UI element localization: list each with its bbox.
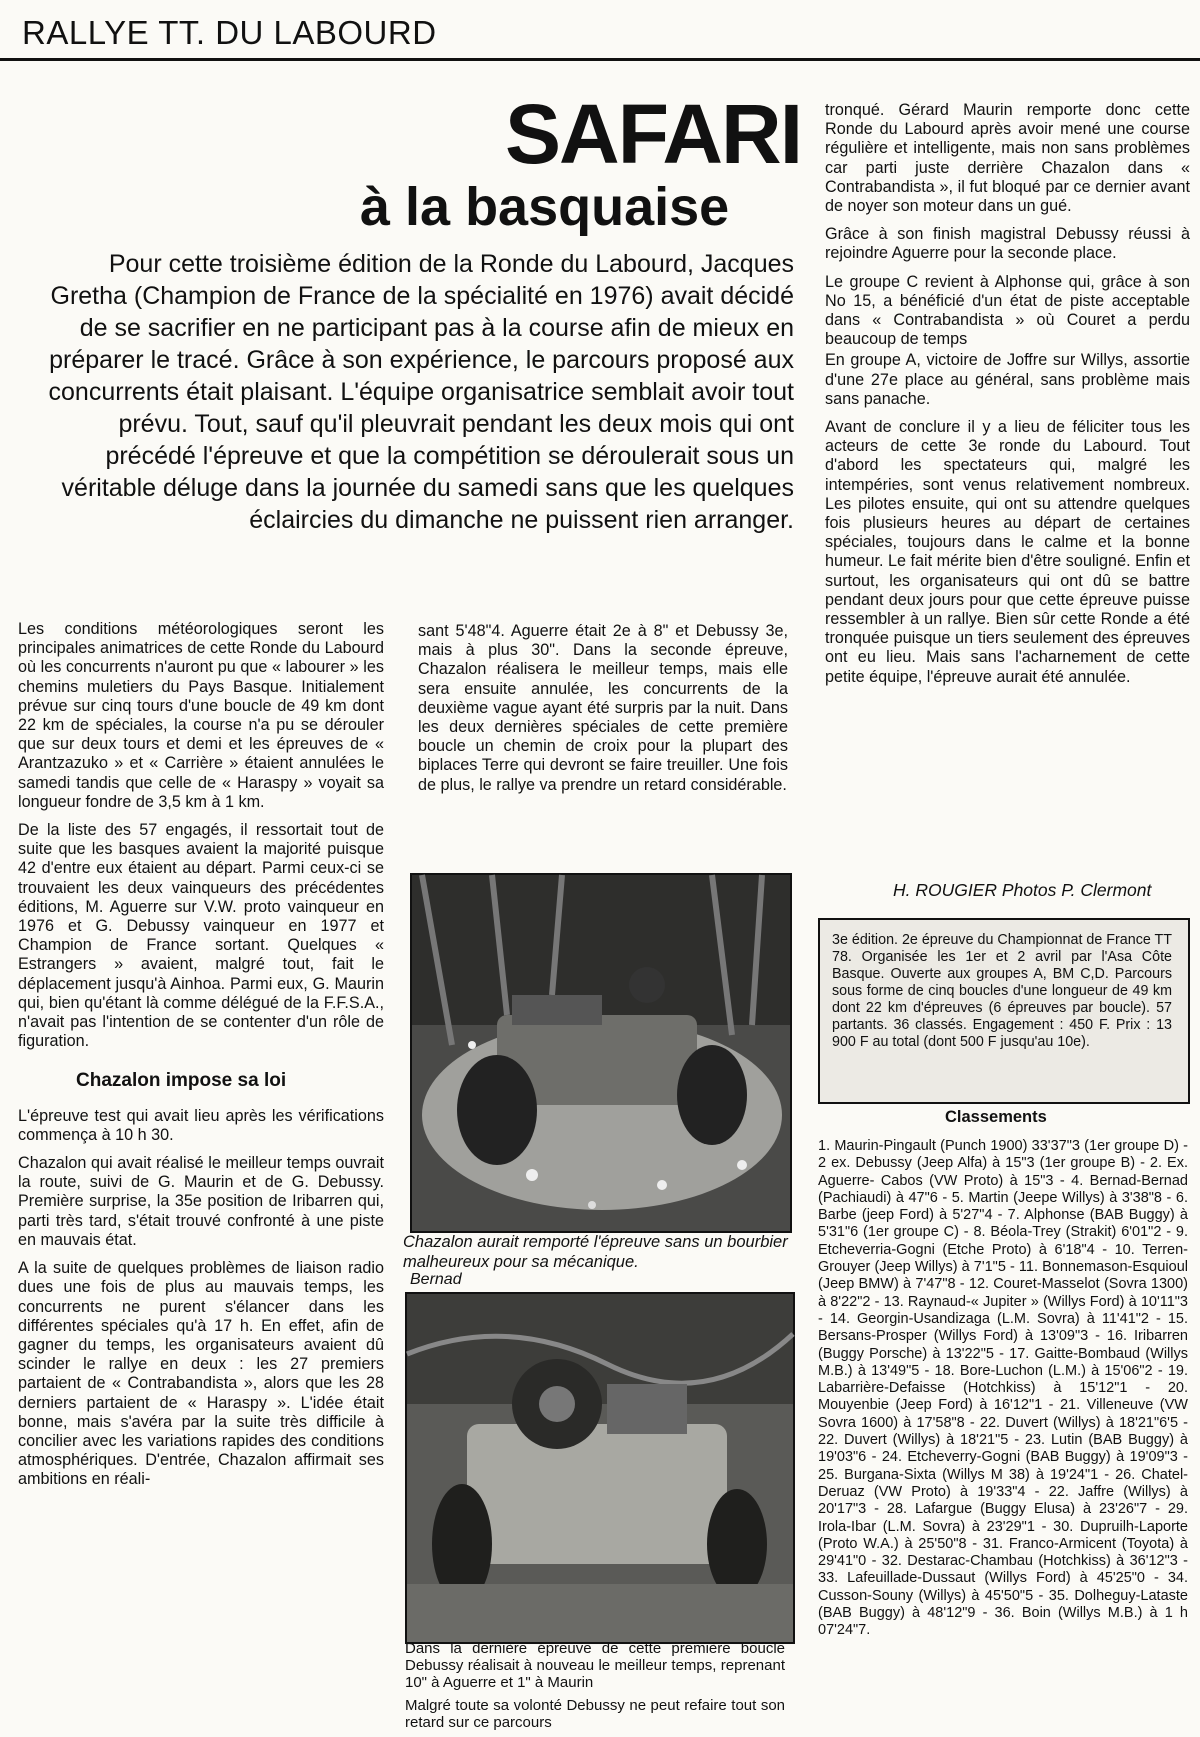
photo-buggy-mud — [405, 1292, 795, 1644]
photo-buggy-splash — [410, 873, 792, 1233]
paragraph: Grâce à son finish magistral Debussy réussi à rejoindre Aguerre pour la seconde place. — [825, 225, 1190, 263]
intro-text: Pour cette troisième édition de la Ronde du Labourd, Jacques Gretha (Champion de France de la spécialité en 1976) avait décidé de se sacrifier en ne participant pas à la course afin de mieux en préparer le tracé. Grâce à son expérience, le parcours proposé aux concurrents était plaisant. L'équipe organisatrice semblait avoir tout prévu. Tout, sauf qu'il pleuvrait pendant les deux mois qui ont précédé l'épreuve et que la compétition se déroulerait sous un véritable déluge dans la journée du samedi sans que les quelques éclaircies du dimanche ne puissent rien arranger. — [48, 250, 794, 534]
header-rule — [0, 58, 1200, 61]
photo-illustration — [412, 875, 790, 1231]
paragraph: Les conditions météorologiques seront les principales animatrices de cette Ronde du Labourd où les concurrents n'auront pu que « labourer » les chemins muletiers du Pays Basque. Initialement prévue sur cinq tours d'une boucle de 49 km dont 22 km de spéciales, la course n'a pu se dérouler que sur deux tours et demi et les épreuves de « Arantzazuko » et « Carrière » étaient annulées le samedi tandis que celle de « Haraspy » voyait sa longueur fondre de 3,5 km à 1 km. — [18, 620, 384, 811]
paragraph: sant 5'48"4. Aguerre était 2e à 8" et Debussy 3e, mais à plus 30". Dans la seconde épreuve, Chazalon réalisera le meilleur temps, mais elle sera ensuite annulée, les concurrents de la deuxième vague ayant été surpris par la nuit. Dans les deux dernières spéciales de cette première boucle un chemin de croix pour la plupart des biplaces Terre qui devront se faire treuiller. Une fois de plus, le rallye va prendre un retard considérable. — [418, 622, 788, 794]
paragraph: A la suite de quelques problèmes de liaison radio dues une fois de plus au mauvais temps, les concurrents ne purent s'élancer dans les différentes spéciales qu'à 17 h. En effet, afin de gagner du temps, les organisateurs avaient dû scinder le rallye en deux : les 27 premiers partaient de « Contrabandista », alors que les 28 derniers partaient de « Haraspy ». L'idée était bonne, mais s'avéra par la suite très difficile à concilier avec les variations rapides des conditions atmosphériques. D'entrée, Chazalon affirmait ses ambitions en réali- — [18, 1259, 384, 1489]
paragraph: Dans la dernière épreuve de cette première boucle Debussy réalisait à nouveau le meilleur temps, reprenant 10" à Aguerre et 1" à Maurin — [405, 1640, 785, 1691]
section-title: RALLYE TT. DU LABOURD — [22, 14, 437, 51]
photo-credit: Bernad — [410, 1271, 462, 1288]
paragraph: Avant de conclure il y a lieu de féliciter tous les acteurs de cette 3e ronde du Labourd. Tout d'abord les spectateurs qui, malgré les intempéries, sont venus relativement nombreux. Les pilotes ensuite, qui ont su attendre quelques fois plusieurs heures au départ de certaines spéciales, toujours dans le calme et la bonne humeur. Le fait mérite bien d'être souligné. Enfin et surtout, les organisateurs qui ont dû se battre pendant deux jours pour que cette épreuve puisse ressembler à un rallye. Bien sûr cette Ronde a été tronquée puisque un tiers seulement des épreuves ont eu lieu. Mais sans l'acharnement de cette petite équipe, l'épreuve aurait été annulée. — [825, 418, 1190, 686]
subheading: Chazalon impose sa loi — [76, 1070, 287, 1092]
article-column-2-bottom — [405, 1640, 785, 1731]
page-header — [0, 0, 1200, 64]
info-box — [818, 918, 1190, 1104]
paragraph: De la liste des 57 engagés, il ressortait tout de suite que les basques avaient la majorité puisque 42 d'entre eux étaient au départ. Parmi ceux-ci se trouvaient les deux vainqueurs des précédentes éditions, M. Aguerre sur V.W. proto vainqueur en 1976 et G. Debussy vainqueur en 1977 et Champion de France sortant. Quelques « Estrangers » avaient, malgré tout, fait le déplacement jusqu'à Ainhoa. Parmi eux, G. Maurin qui, bien qu'étant là comme délégué de la F.F.S.A., n'avait pas l'intention de se contenter d'un rôle de figuration. — [18, 821, 384, 1051]
photo-caption: Chazalon aurait remporté l'épreuve sans un bourbier malheureux pour sa mécanique. — [403, 1233, 788, 1271]
paragraph: tronqué. Gérard Maurin remporte donc cette Ronde du Labourd après avoir mené une course régulière et intelligente, mais non sans problèmes car parti juste derrière Chazalon dans « Contrabandista », il fut bloqué par ce dernier avant de noyer son moteur dans un gué. — [825, 101, 1190, 216]
info-box-text: 3e édition. 2e épreuve du Championnat de France TT 78. Organisée les 1er et 2 avril par l'Asa Côte Basque. Ouverte aux groupes A, BM C,D. Parcours sous forme de cinq boucles d'une longueur de 49 km dont 22 km d'épreuves (6 épreuves par boucle). 57 partants. 36 classés. Engagement : 450 F. Prix : 13 900 F au total (dont 500 F jusqu'au 10e). — [832, 932, 1172, 1050]
paragraph: Chazalon qui avait réalisé le meilleur temps ouvrait la route, suivi de G. Maurin et de G. Debussy. Première surprise, la 35e position de Iribarren qui, parti très tard, s'était trouvé confronté à une piste en mauvais état. — [18, 1154, 384, 1249]
paragraph: Malgré toute sa volonté Debussy ne peut refaire tout son retard sur ce parcours — [405, 1697, 785, 1731]
intro-paragraph — [30, 248, 794, 536]
paragraph: En groupe A, victoire de Joffre sur Willys, assortie d'une 27e place au général, sans problème mais sans panache. — [825, 351, 1190, 408]
byline: H. ROUGIER Photos P. Clermont — [893, 880, 1152, 900]
photo-illustration — [407, 1294, 793, 1642]
paragraph: L'épreuve test qui avait lieu après les vérifications commença à 10 h 30. — [18, 1106, 384, 1144]
paragraph: Le groupe C revient à Alphonse qui, grâce à son No 15, a bénéficié d'un état de piste acceptable dans « Contrabandista » où Couret a perdu beaucoup de temps — [825, 272, 1190, 349]
headline-title: SAFARI — [505, 87, 802, 181]
article-column-2 — [418, 622, 788, 804]
headline-subtitle: à la basquaise — [360, 177, 730, 237]
classements-list: 1. Maurin-Pingault (Punch 1900) 33'37"3 (1er groupe D) - 2 ex. Debussy (Jeep Alfa) à 15"3 (1er groupe B) - 2. Ex. Aguerre- Cabos (VW Proto) à 15"3 - 4. Bernad-Bernad (Pachiaudi) à 47"6 - 5. Martin (Jeepe Willys) à 3'38"8 - 6. Barbe (jeep Ford) à 5'27"4 - 7. Alphonse (BAB Buggy) à 5'31"6 (1er groupe C) - 8. Béola-Trey (Strakit) 6'01"2 - 9. Etcheverria-Gogni (Etche Proto) à 6'18"4 - 10. Terren-Grouyer (Jeep Willys) à 7'1"5 - 11. Bonnemason-Esquioul (Jeep BMW) à 7'47"8 - 12. Couret-Masselot (Sovra 1300) à 8'22"2 - 13. Raynaud-« Jupiter » (Willys Ford) à 10'11"3 - 14. Georgin-Usandizaga (L.M. Sovra) à 11'41"2 - 15. Bersans-Prosper (Willys Ford) à 13'09"3 - 16. Iribarren (Buggy Porsche) à 13'22"5 - 17. Gaitte-Bombaud (Willys M.B.) à 13'49"5 - 18. Bore-Luchon (L.M.) à 15'06"2 - 19. Labarrière-Defaisse (Hotchkiss) à 15'12"1 - 20. Mouyenbie (Jeep Ford) à 16'12"1 - 21. Villeneuve (VW Sovra 1600) à 17'58"8 - 22. Duvert (Willys) à 18'21"6'5 - 22. Duvert (Willys) à 18'21"5 - 23. Lutin (BAB Buggy) à 19'03"6 - 24. Etcheverry-Gogni (BAB Buggy) à 19'09"3 - 25. Burgana-Sixta (Willys M 38) à 19'24"1 - 26. Chatel-Deruaz (VW Proto) à 19'33"4 - 22. Jaffre (Willys) à 20'17"3 - 28. Lafargue (Buggy Elusa) à 23'26"7 - 29. Irola-Ibar (L.M. Sovra) à 23'29"1 - 30. Dupruilh-Laporte (Proto W.A.) à 25'50"8 - 31. Franco-Armicent (Toyota) à 29'41"0 - 32. Destarac-Chambau (Hotchkiss) à 36'12"3 - 33. Lafeuillade-Dussaut (Willys Ford) à 45'25"0 - 34. Cusson-Souny (Willys) à 45'50"5 - 35. Dolheguy-Lataste (BAB Buggy) à 48'12"9 - 36. Boin (Willys M.B.) à 1 h 07'24"7. — [818, 1138, 1188, 1639]
classements-title: Classements — [945, 1108, 1047, 1126]
article-column-3 — [825, 101, 1190, 696]
article-column-1 — [18, 620, 384, 1499]
